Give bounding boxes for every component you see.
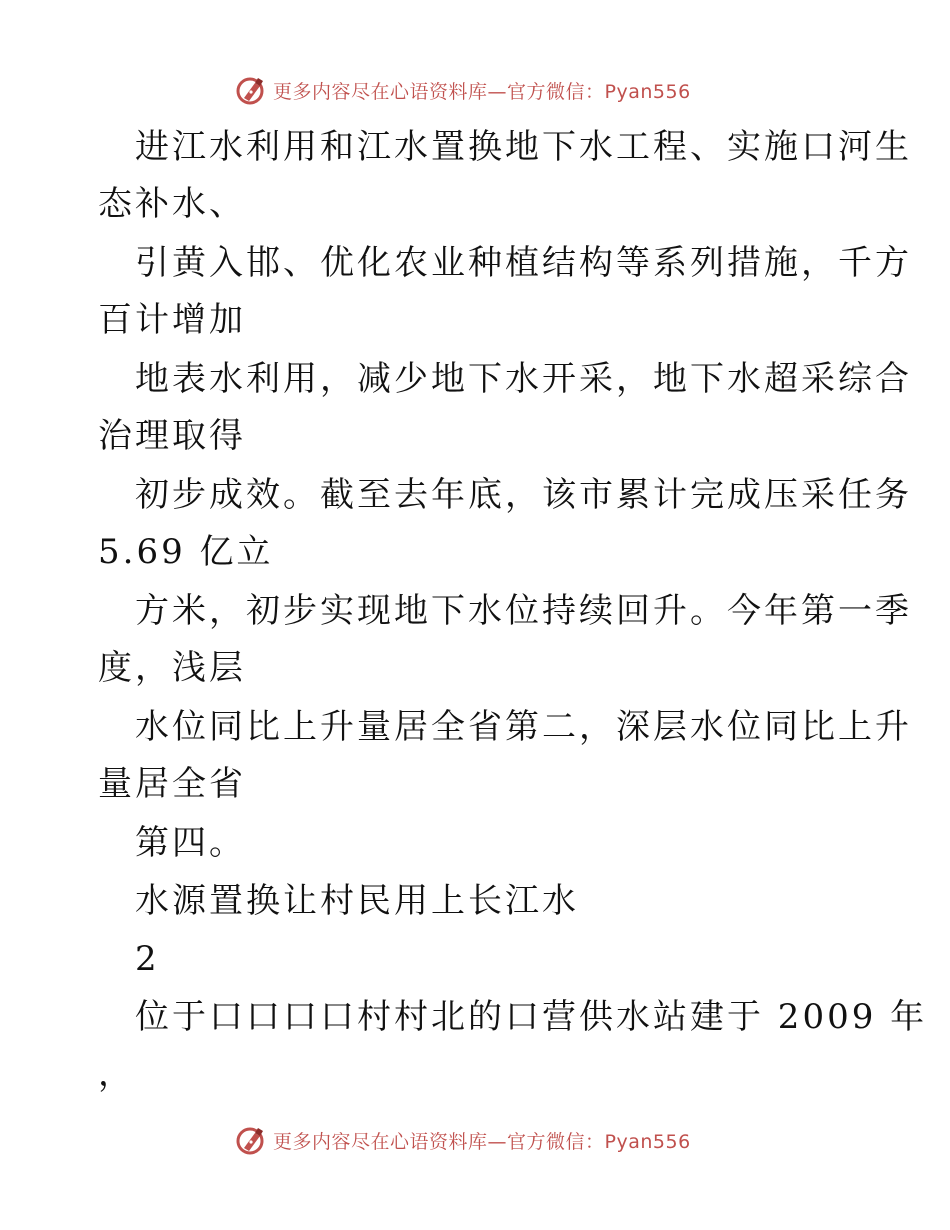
paragraph-line: 位于口口口口村村北的口营供水站建于 2009 年 <box>135 997 928 1037</box>
paragraph-line: 第四。 <box>135 823 246 863</box>
paragraph-line: 度，浅层 <box>98 648 246 688</box>
header-banner-text: 更多内容尽在心语资料库—官方微信：Pyan556 <box>273 80 691 103</box>
paragraph-line: 量居全省 <box>98 764 246 804</box>
paragraph-line: 地表水利用，减少地下水开采，地下水超采综合 <box>135 359 912 399</box>
section-number: 2 <box>135 939 160 979</box>
paragraph-line: 态补水、 <box>98 184 246 224</box>
footer-banner <box>235 1122 691 1158</box>
paragraph-line: 初步成效。截至去年底，该市累计完成压采任务 <box>135 475 912 515</box>
paragraph-line: 5.69 亿立 <box>98 532 274 572</box>
footer-banner-text: 更多内容尽在心语资料库—官方微信：Pyan556 <box>273 1130 691 1153</box>
paragraph-line: 方米，初步实现地下水位持续回升。今年第一季 <box>135 591 912 631</box>
paragraph-line: 进江水利用和江水置换地下水工程、实施口河生 <box>135 127 912 167</box>
paragraph-line: 治理取得 <box>98 416 246 456</box>
paragraph-line: 百计增加 <box>98 300 246 340</box>
paragraph-line: ， <box>98 1054 135 1094</box>
pen-nib-circle-icon <box>235 1124 267 1156</box>
paragraph-line: 引黄入邯、优化农业种植结构等系列措施，千方 <box>135 243 912 283</box>
paragraph-line: 水位同比上升量居全省第二，深层水位同比上升 <box>135 707 912 747</box>
section-heading: 水源置换让村民用上长江水 <box>135 881 579 921</box>
